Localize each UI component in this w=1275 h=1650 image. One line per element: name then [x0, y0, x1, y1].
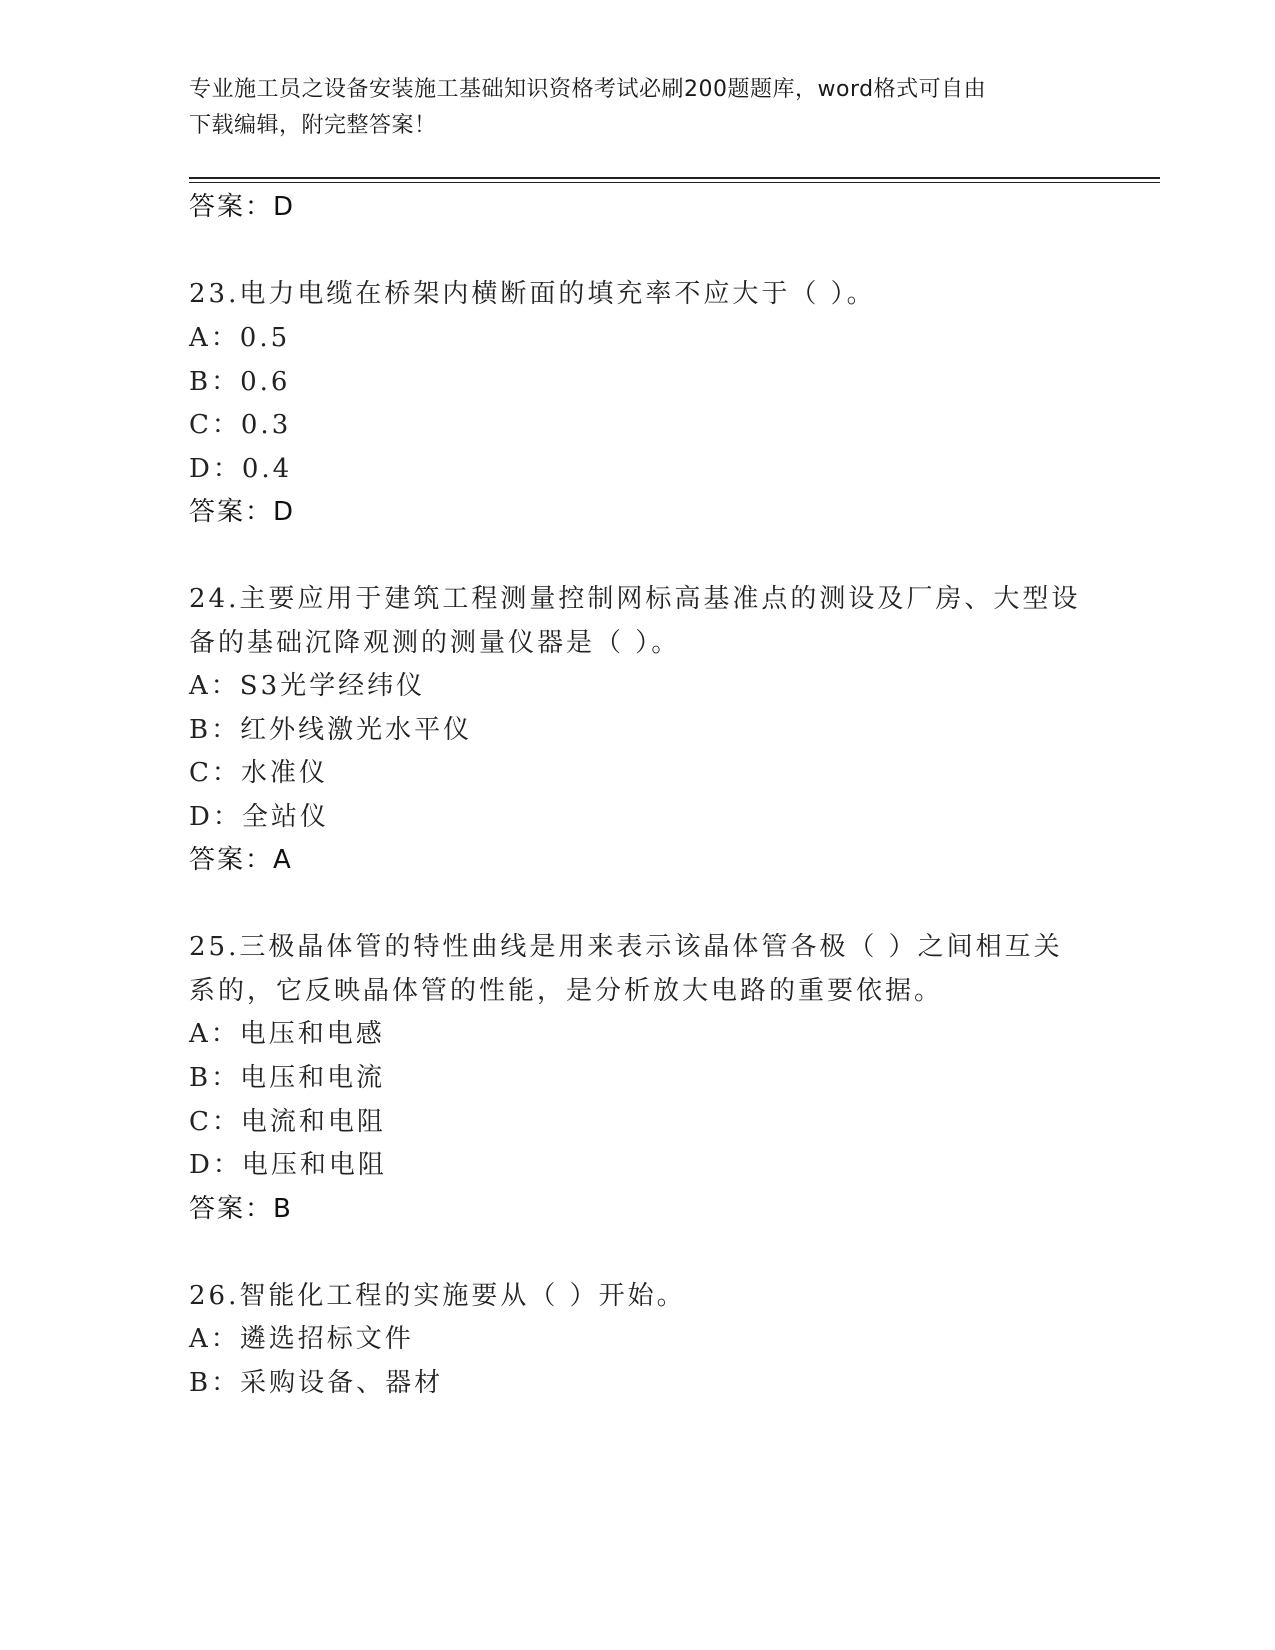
question-26-option-a: A：遴选招标文件: [189, 1324, 414, 1354]
question-25-option-a: A：电压和电感: [189, 1019, 385, 1049]
question-24-option-b: B：红外线激光水平仪: [189, 715, 473, 745]
question-24-option-a: A：S3光学经纬仪: [189, 671, 426, 701]
question-25-answer: 答案：B: [189, 1194, 293, 1224]
header-line-2: 下载编辑，附完整答案！: [189, 113, 437, 138]
question-23-option-c: C：0.3: [189, 410, 292, 440]
question-26-option-b: B：采购设备、器材: [189, 1368, 444, 1398]
question-26-stem-1: 26.智能化工程的实施要从（ ）开始。: [189, 1281, 686, 1311]
question-24-stem-2: 备的基础沉降观测的测量仪器是（ ）。: [189, 628, 681, 658]
page-header: [189, 72, 1089, 144]
header-rule-thick: [189, 177, 1160, 179]
question-24-stem-1: 24.主要应用于建筑工程测量控制网标高基准点的测设及厂房、大型设: [189, 584, 1081, 614]
question-24-option-c: C：水准仪: [189, 758, 328, 788]
question-25-stem-1: 25.三极晶体管的特性曲线是用来表示该晶体管各极（ ）之间相互关: [189, 932, 1063, 962]
question-25-stem-2: 系的，它反映晶体管的性能，是分析放大电路的重要依据。: [189, 976, 944, 1006]
question-23-stem-1: 23.电力电缆在桥架内横断面的填充率不应大于（ ）。: [189, 279, 876, 309]
question-25-option-c: C：电流和电阻: [189, 1107, 386, 1137]
header-rule-thin: [189, 182, 1160, 183]
question-25-option-b: B：电压和电流: [189, 1063, 386, 1093]
question-23-answer: 答案：D: [189, 497, 296, 527]
question-24-answer: 答案：A: [189, 845, 293, 875]
header-line-1: 专业施工员之设备安装施工基础知识资格考试必刷200题题库，word格式可自由: [189, 77, 987, 102]
question-25-option-d: D：电压和电阻: [189, 1150, 387, 1180]
question-23-option-a: A：0.5: [189, 323, 291, 353]
question-23-option-b: B：0.6: [189, 367, 291, 397]
question-24-option-d: D：全站仪: [189, 802, 329, 832]
question-23-option-d: D：0.4: [189, 454, 293, 484]
previous-answer: 答案：D: [189, 192, 296, 222]
